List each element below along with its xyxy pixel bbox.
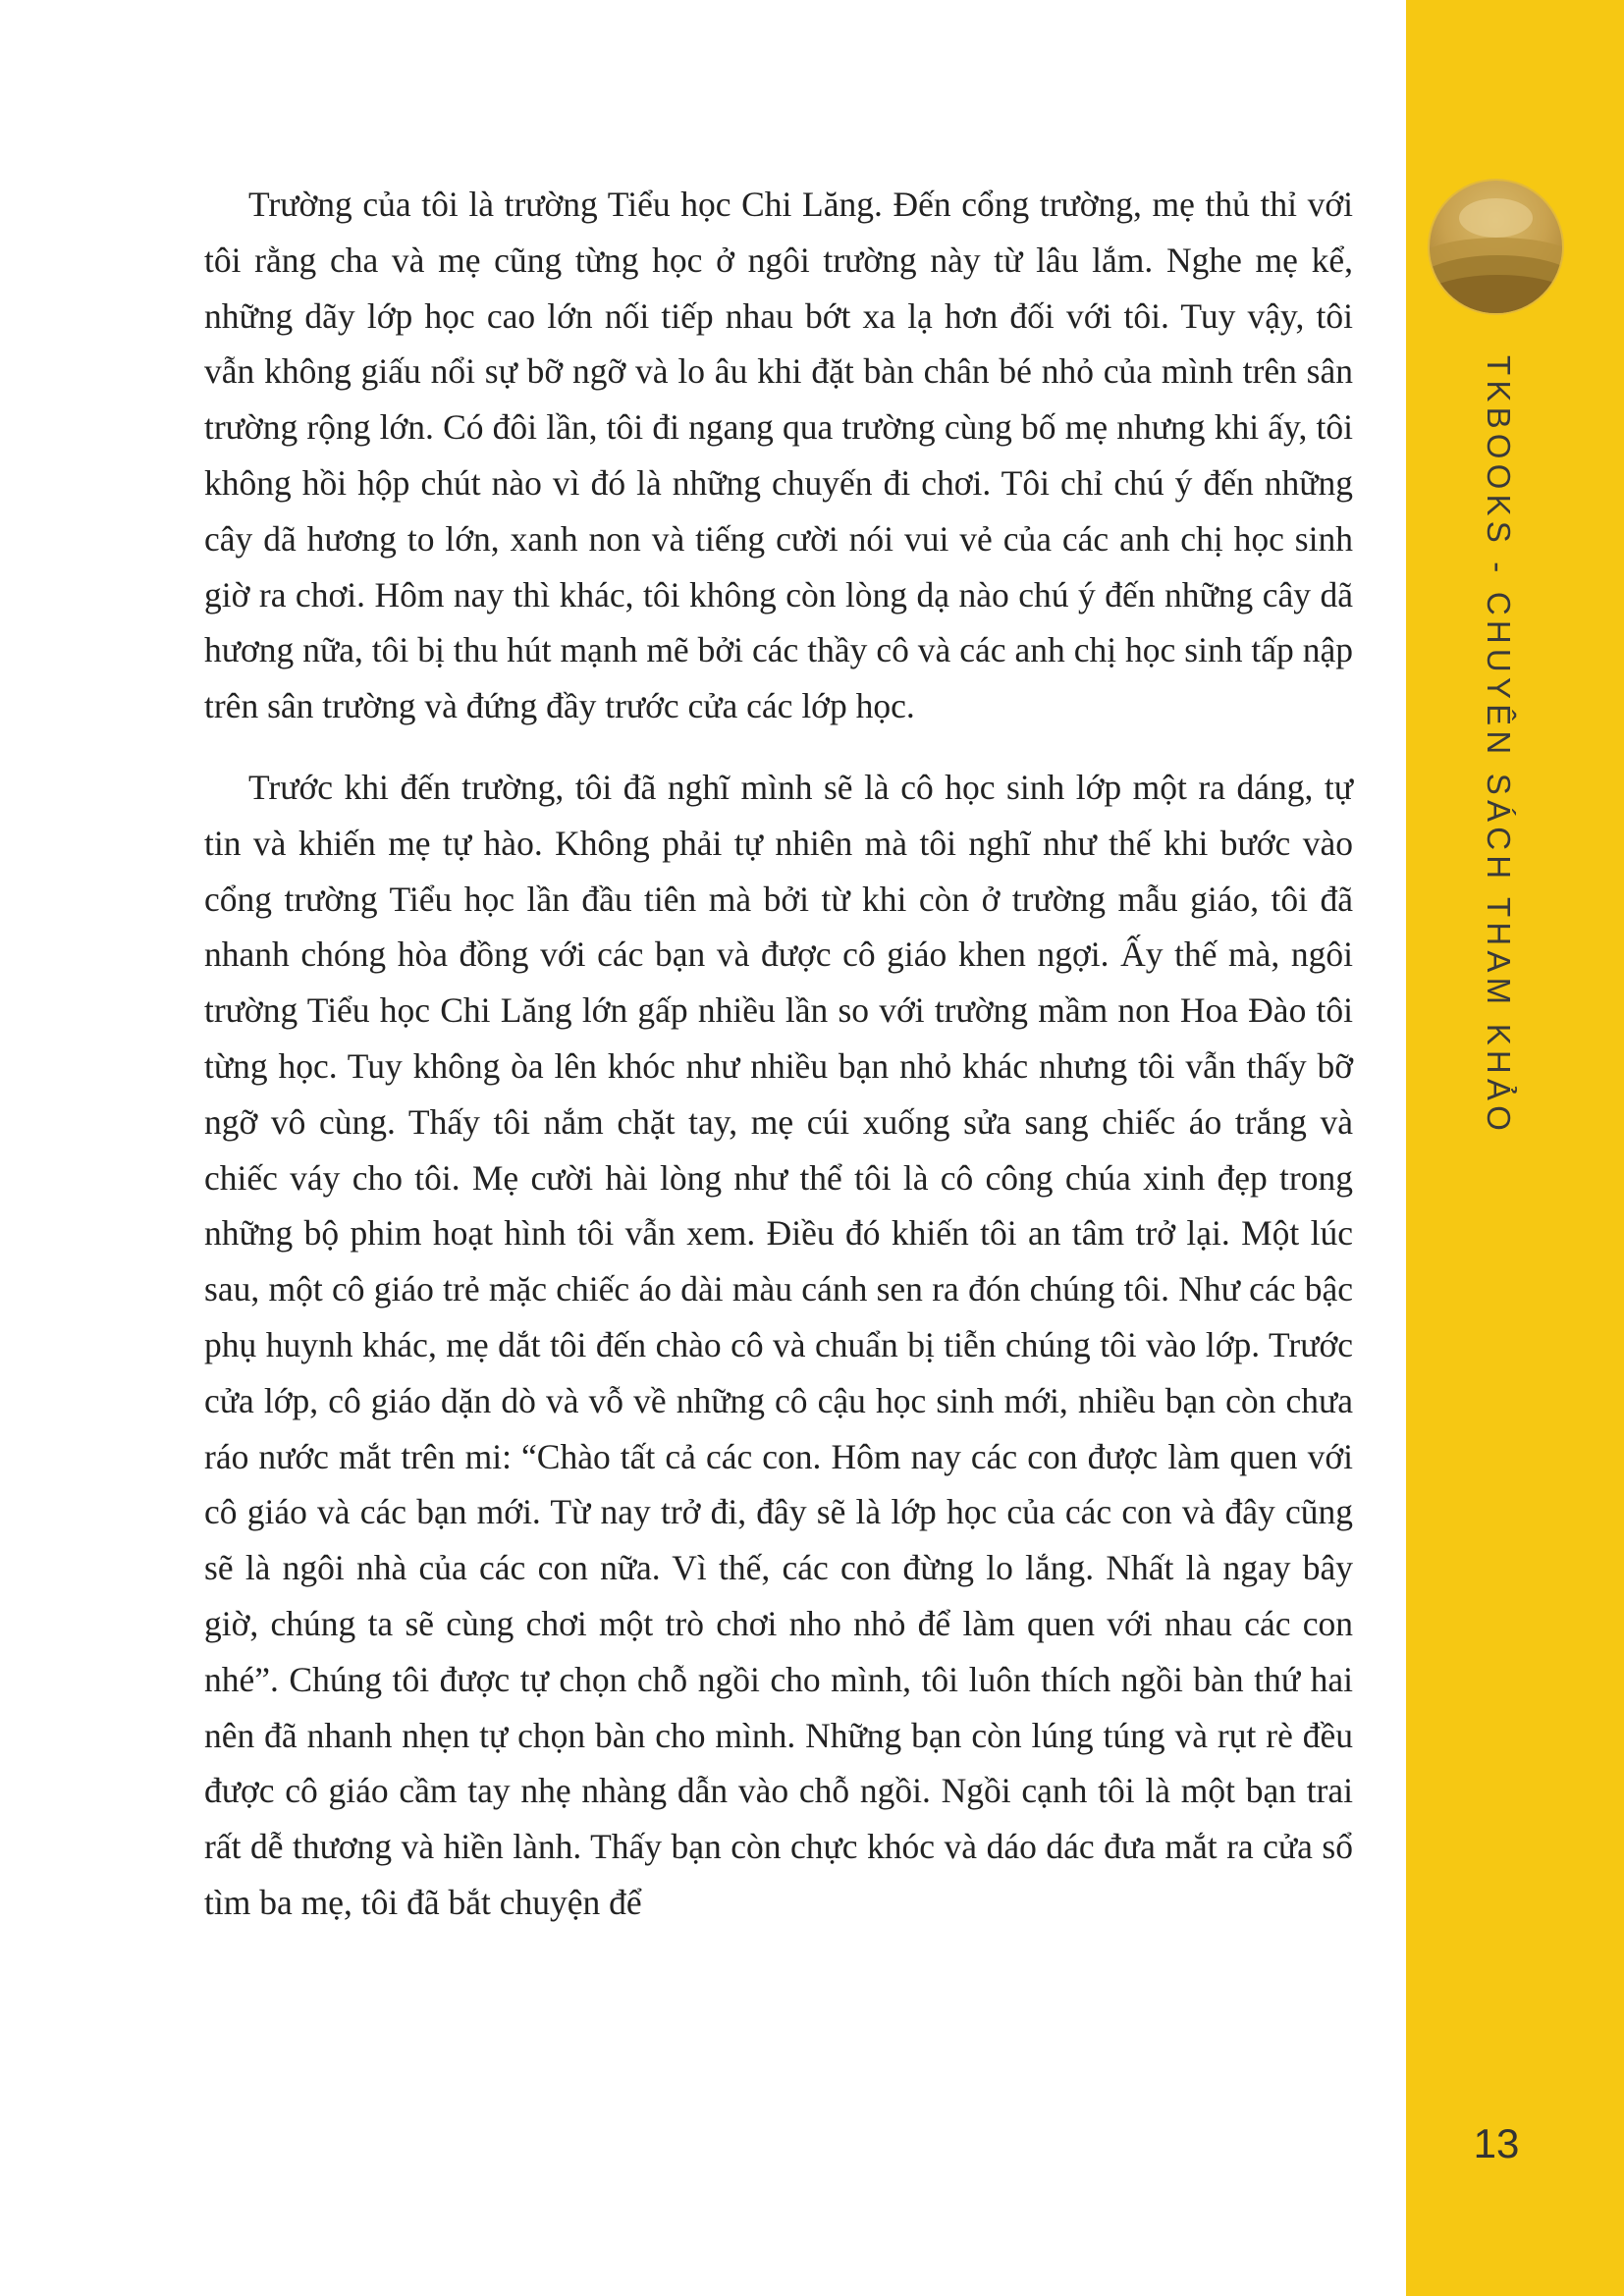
- sidebar-label-container: [1477, 355, 1520, 1170]
- paragraph-2: Trước khi đến trường, tôi đã nghĩ mình sẽ là cô học sinh lớp một ra dáng, tự tin và khiến mẹ tự hào. Không phải tự nhiên mà tôi nghĩ như thế khi bước vào cổng trường Tiểu học lần đầu tiên mà bởi từ khi còn ở trường mẫu giáo, tôi đã nhanh chóng hòa đồng với các bạn và được cô giáo khen ngợi. Ấy thế mà, ngôi trường Tiểu học Chi Lăng lớn gấp nhiều lần so với trường mầm non Hoa Đào tôi từng học. Tuy không òa lên khóc như nhiều bạn nhỏ khác nhưng tôi vẫn thấy bỡ ngỡ vô cùng. Thấy tôi nắm chặt tay, mẹ cúi xuống sửa sang chiếc áo trắng và chiếc váy cho tôi. Mẹ cười hài lòng như thể tôi là cô công chúa xinh đẹp trong những bộ phim hoạt hình tôi vẫn xem. Điều đó khiến tôi an tâm trở lại. Một lúc sau, một cô giáo trẻ mặc chiếc áo dài màu cánh sen ra đón chúng tôi. Như các bậc phụ huynh khác, mẹ dắt tôi đến chào cô và chuẩn bị tiễn chúng tôi vào lớp. Trước cửa lớp, cô giáo dặn dò và vỗ về những cô cậu học sinh mới, nhiều bạn còn chưa ráo nước mắt trên mi: “Chào tất cả các con. Hôm nay các con được làm quen với cô giáo và các bạn mới. Từ nay trở đi, đây sẽ là lớp học của các con và đây cũng sẽ là ngôi nhà của các con nữa. Vì thế, các con đừng lo lắng. Nhất là ngay bây giờ, chúng ta sẽ cùng chơi một trò chơi nho nhỏ để làm quen với nhau các con nhé”. Chúng tôi được tự chọn chỗ ngồi cho mình, tôi luôn thích ngồi bàn thứ hai nên đã nhanh nhẹn tự chọn bàn cho mình. Những bạn còn lúng túng và rụt rè đều được cô giáo cầm tay nhẹ nhàng dẫn vào chỗ ngồi. Ngồi cạnh tôi là một bạn trai rất dễ thương và hiền lành. Thấy bạn còn chực khóc và dáo dác đưa mắt ra cửa sổ tìm ba mẹ, tôi đã bắt chuyện để: [204, 767, 1353, 1922]
- page-number: 13: [1473, 2120, 1520, 2166]
- sidebar-label: TKBOOKS - CHUYÊN SÁCH THAM KHẢO: [1481, 355, 1517, 1137]
- paragraph-1: Trường của tôi là trường Tiểu học Chi Lăng. Đến cổng trường, mẹ thủ thỉ với tôi rằng cha và mẹ cũng từng học ở ngôi trường này từ lâu lắm. Nghe mẹ kể, những dãy lớp học cao lớn nối tiếp nhau bớt xa lạ hơn đối với tôi. Tuy vậy, tôi vẫn không giấu nổi sự bỡ ngỡ và lo âu khi đặt bàn chân bé nhỏ của mình trên sân trường rộng lớn. Có đôi lần, tôi đi ngang qua trường cùng bố mẹ nhưng khi ấy, tôi không hồi hộp chút nào vì đó là những chuyến đi chơi. Tôi chỉ chú ý đến những cây dã hương to lớn, xanh non và tiếng cười nói vui vẻ của các anh chị học sinh giờ ra chơi. Hôm nay thì khác, tôi không còn lòng dạ nào chú ý đến những cây dã hương nữa, tôi bị thu hút mạnh mẽ bởi các thầy cô và các anh chị học sinh tấp nập trên sân trường và đứng đầy trước cửa các lớp học.: [204, 185, 1353, 726]
- body-text: [204, 177, 1353, 1956]
- landscape-medallion-icon: [1430, 181, 1562, 313]
